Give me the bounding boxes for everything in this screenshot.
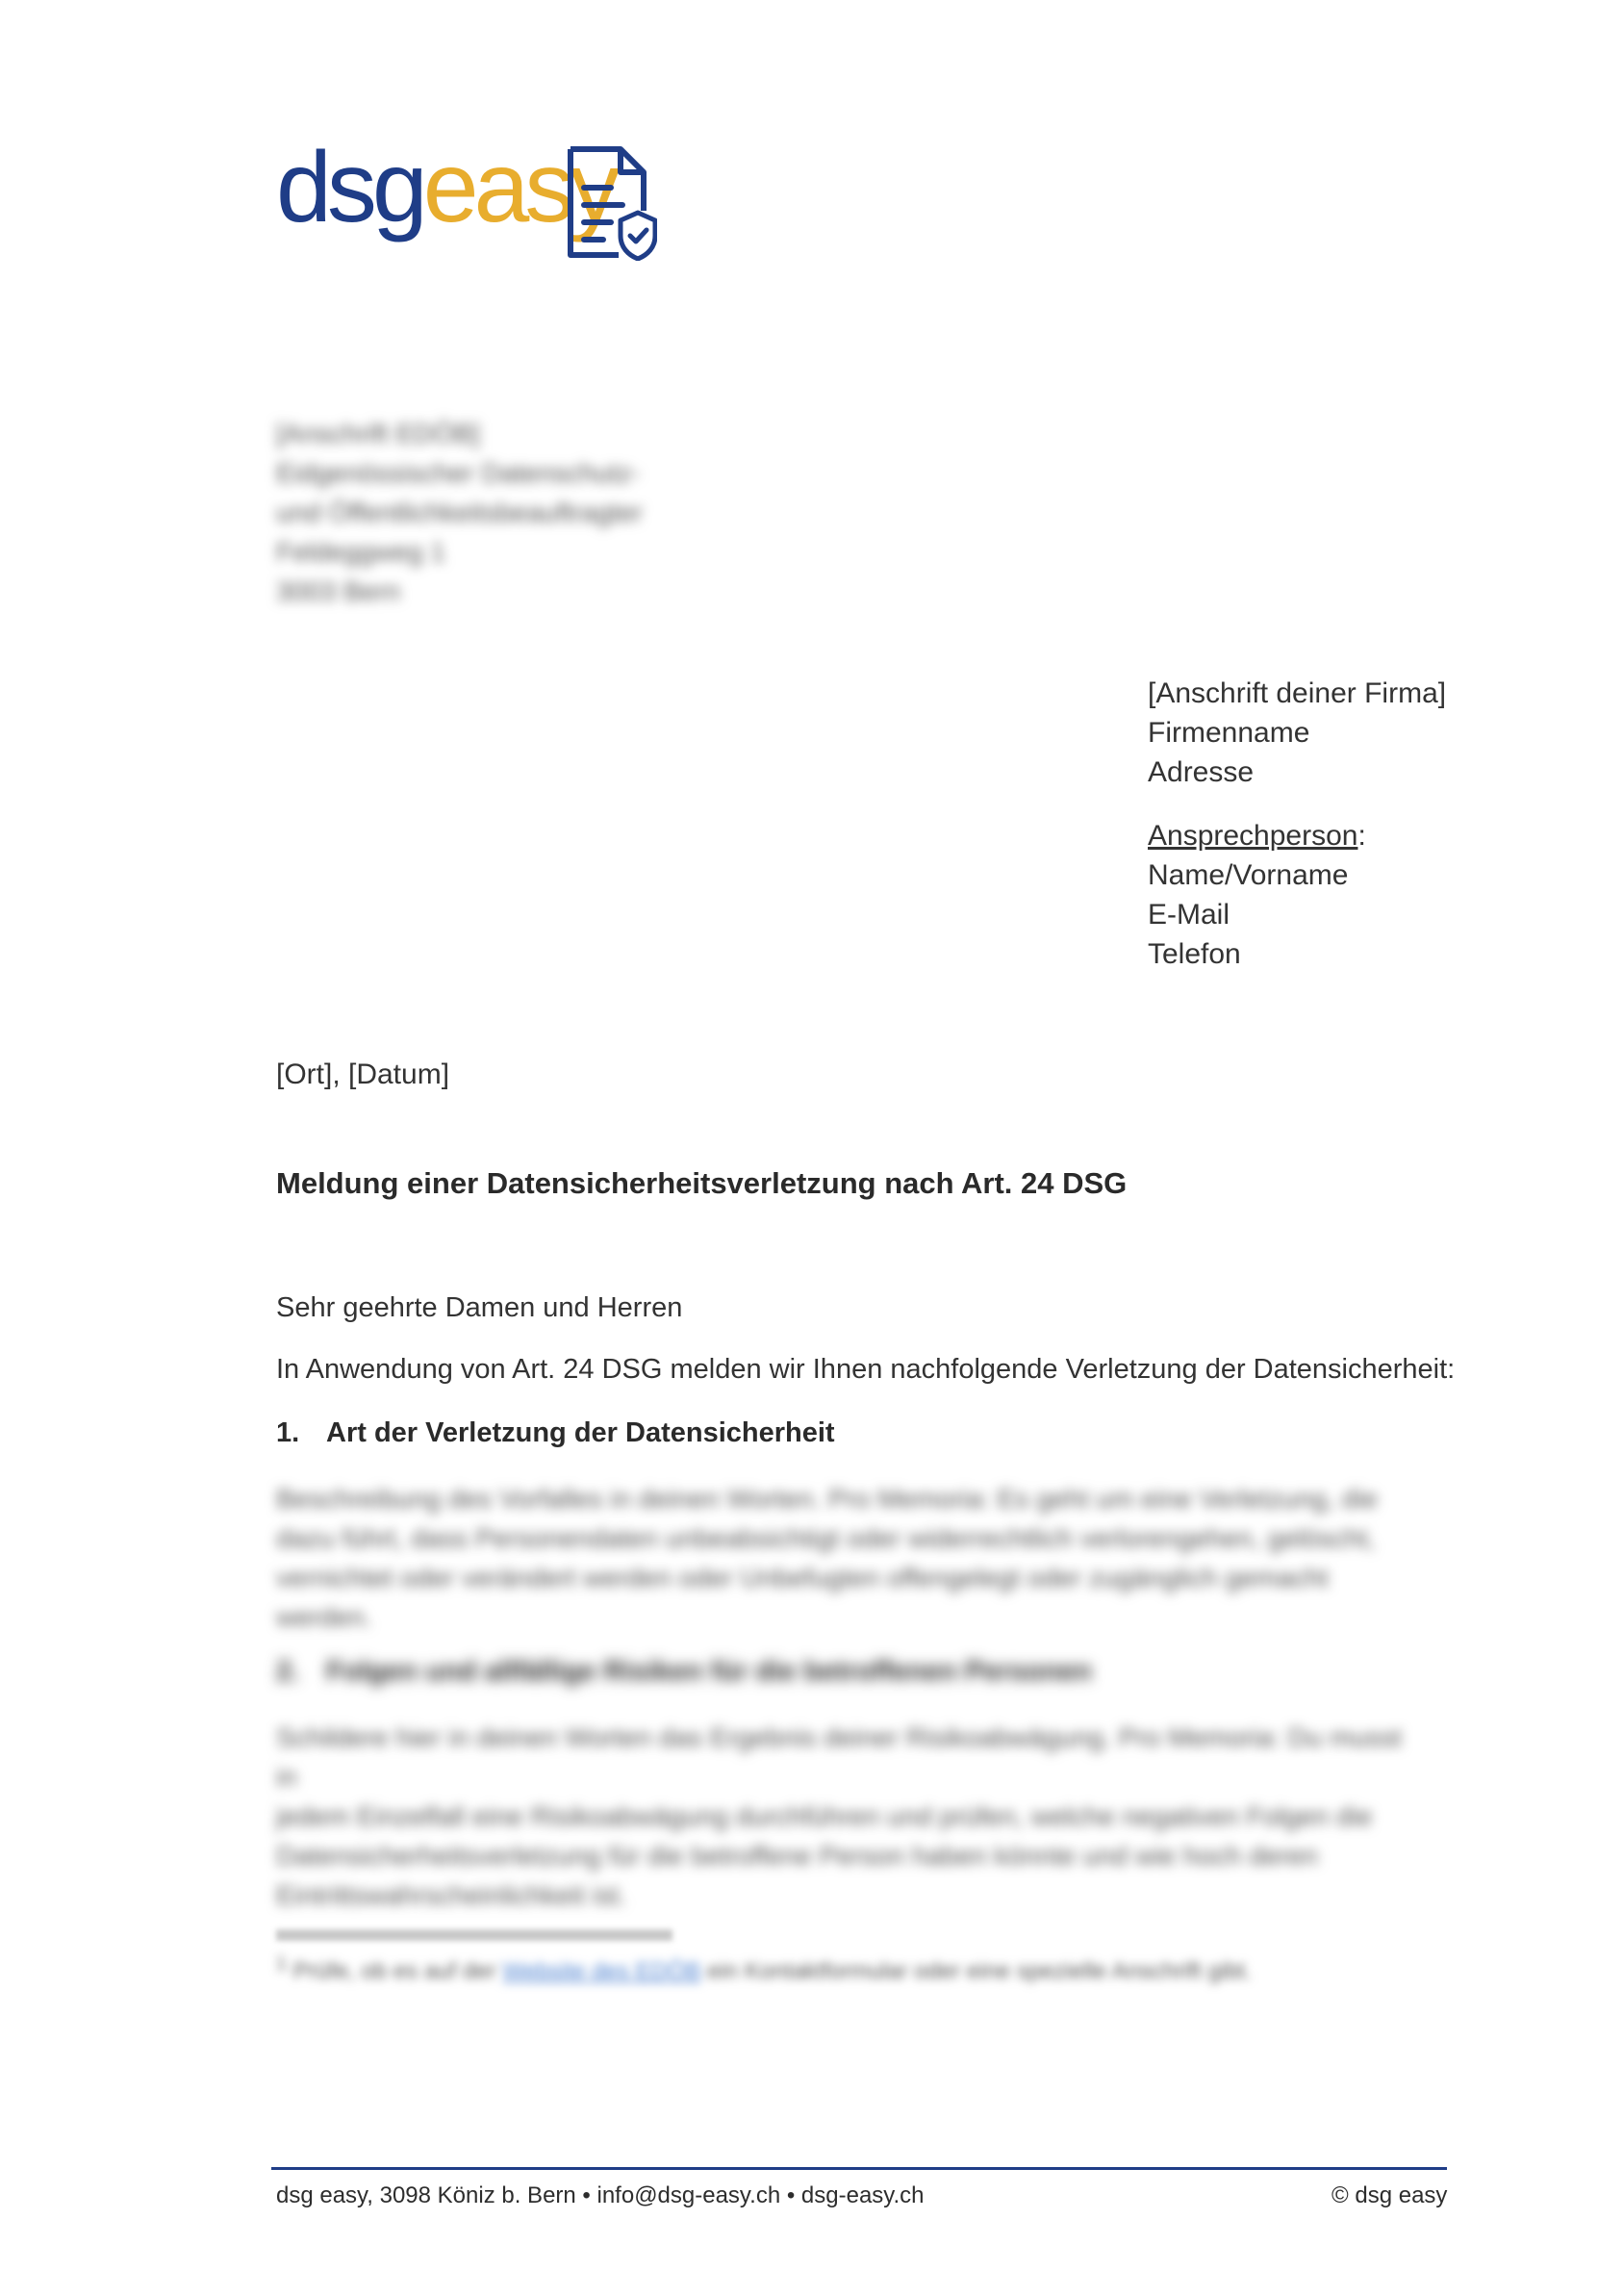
section-body-line: jedem Einzelfall eine Risikoabwägung durchführen und prüfen, welche negativen Folgen die [276,1801,1373,1831]
sender-line: [Anschrift deiner Firma] [1148,677,1447,709]
section-number: 1. [276,1417,300,1448]
sender-line: Firmenname [1148,717,1310,749]
salutation: Sehr geehrte Damen und Herren [276,1292,683,1323]
contact-person-heading: Ansprechperson: [1148,820,1366,852]
section-body-line: Datensicherheitsverletzung für die betroffene Person haben könnte und wie hoch deren [276,1841,1318,1871]
section-title: Folgen und allfällige Risiken für die betroffenen Personen [326,1656,1092,1687]
recipient-line: Feldeggweg 1 [276,537,445,567]
recipient-line: und Öffentlichkeitsbeauftragter [276,497,643,527]
section-number: 2. [276,1656,300,1687]
contact-person-label: Ansprechperson [1148,820,1358,852]
section-title: Art der Verletzung der Datensicherheit [326,1417,835,1448]
contact-line: E-Mail [1148,899,1230,931]
section-body-line: werden. [276,1602,372,1632]
footer-copyright: © dsg easy [1331,2182,1448,2208]
section-body-line: Eintrittswahrscheinlichkeit ist. [276,1880,627,1910]
place-date: [Ort], [Datum] [276,1059,450,1090]
section-body-line: Schildere hier in deinen Worten das Ergebnis deiner Risikoabwägung. Pro Memoria: Du musst in [276,1722,1402,1792]
company-logo [276,132,680,268]
footnote-text: Prüfe, ob es auf der [292,1958,496,1984]
section-body-1 [276,1479,1382,1637]
section-body-line: Beschreibung des Vorfalles in deinen Worten. Pro Memoria: Es geht um eine Verletzung, die [276,1484,1379,1514]
recipient-line: Eidgenössischer Datenschutz- [276,458,641,488]
intro-paragraph: In Anwendung von Art. 24 DSG melden wir Ihnen nachfolgende Verletzung der Datensicherheit: [276,1354,1456,1385]
section-body-line: vernichtet oder verändert werden oder Unbefugten offengelegt oder zugänglich gemacht [276,1563,1329,1593]
footnote-marker: 1 [276,1953,288,1975]
footnote-text: ein Kontaktformular oder eine spezielle Anschrift gibt. [707,1958,1252,1984]
logo-text-easy: easy [422,132,616,243]
contact-line: Telefon [1148,938,1241,970]
footer-divider [271,2167,1447,2170]
footnote-separator [276,1929,672,1941]
footnote [276,1953,1344,1985]
letter-subject: Meldung einer Datensicherheitsverletzung nach Art. 24 DSG [276,1166,1128,1200]
section-body-line: dazu führt, dass Personendaten unbeabsichtigt oder widerrechtlich verlorengehen, gelöscht, [276,1523,1376,1553]
document-shield-icon [565,145,657,261]
recipient-address [276,414,719,611]
contact-line: Name/Vorname [1148,859,1349,891]
recipient-line: [Anschrift EDÖB] [276,419,480,448]
logo-text-dsg: dsg [276,132,423,243]
sender-address [1148,674,1446,792]
recipient-line: 3003 Bern [276,576,401,606]
footnote-link[interactable]: Website des EDÖB [502,1958,701,1984]
section-body-2 [276,1718,1421,1915]
contact-person-block [1148,816,1366,974]
section-heading-1 [276,1417,835,1449]
footer-contact: dsg easy, 3098 Köniz b. Bern • info@dsg-easy.ch • dsg-easy.ch [276,2182,925,2208]
sender-line: Adresse [1148,756,1255,788]
section-heading-2 [276,1656,1092,1688]
